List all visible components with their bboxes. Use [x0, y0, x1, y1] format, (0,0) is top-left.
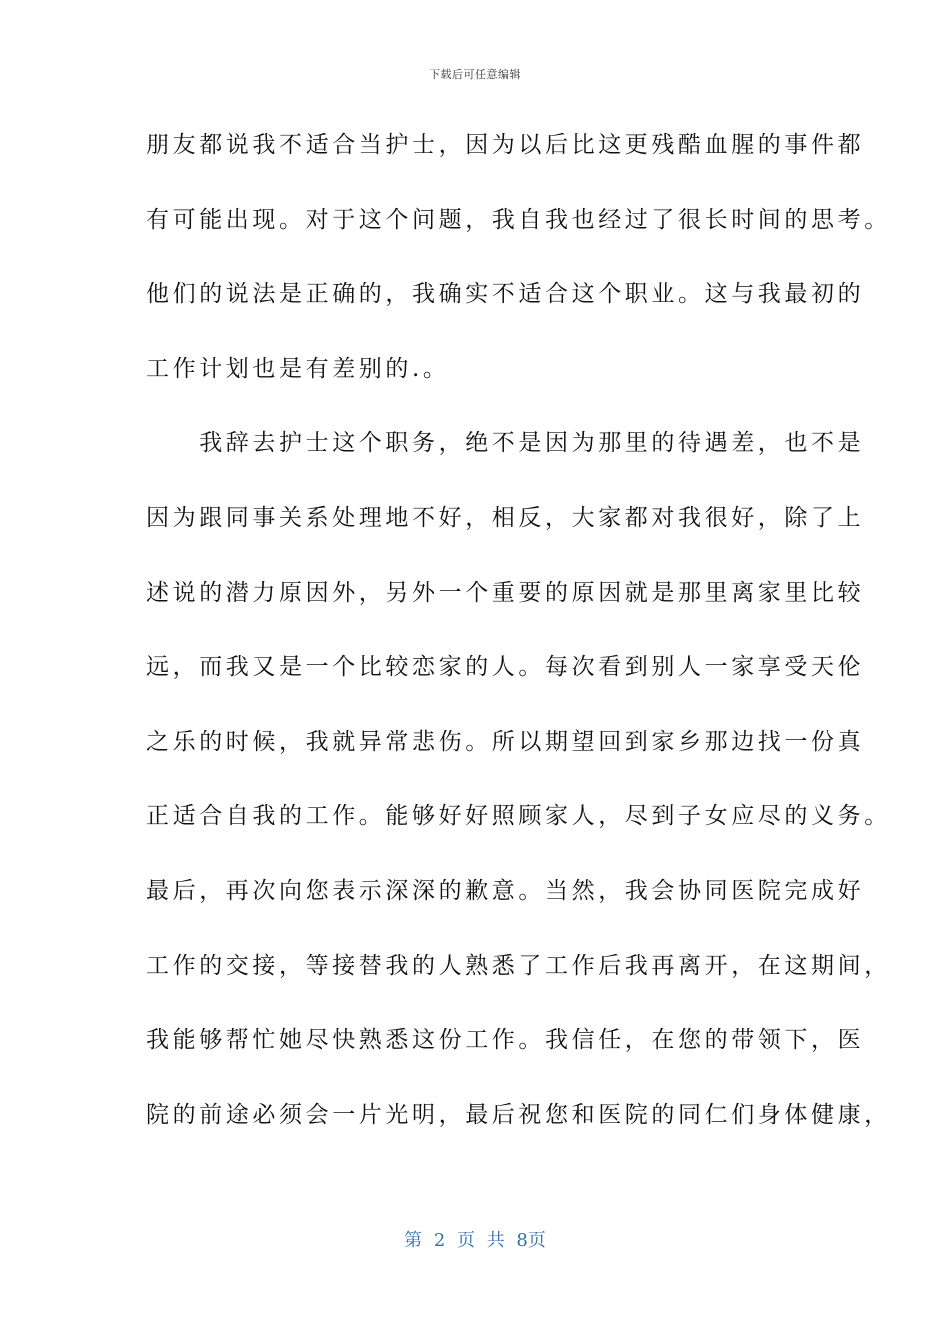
text-line: 工作计划也是有差别的.。: [146, 355, 450, 382]
text-line: 有可能出现。对于这个问题，我自我也经过了很长时间的思考。: [146, 206, 891, 233]
text-line: 正适合自我的工作。能够好好照顾家人，尽到子女应尽的义务。: [146, 803, 891, 830]
text-line: 最后，再次向您表示深深的歉意。当然，我会协同医院完成好: [146, 877, 865, 904]
page-header: 下载后可任意编辑: [429, 68, 521, 81]
text-line: 院的前途必须会一片光明，最后祝您和医院的同仁们身体健康，: [146, 1101, 891, 1128]
text-line: 述说的潜力原因外，另外一个重要的原因就是那里离家里比较: [146, 579, 865, 606]
page-number-footer: 第 2 页 共 8页: [404, 1230, 546, 1251]
text-line: 之乐的时候，我就异常悲伤。所以期望回到家乡那边找一份真: [146, 728, 865, 755]
text-line: 我辞去护士这个职务，绝不是因为那里的待遇差，也不是: [146, 430, 865, 457]
text-line: 工作的交接，等接替我的人熟悉了工作后我再离开，在这期间，: [146, 952, 891, 979]
text-line: 因为跟同事关系处理地不好，相反，大家都对我很好，除了上: [146, 504, 865, 531]
document-body: [146, 122, 891, 1166]
text-line: 远，而我又是一个比较恋家的人。每次看到别人一家享受天伦: [146, 654, 865, 681]
text-line: 我能够帮忙她尽快熟悉这份工作。我信任，在您的带领下，医: [146, 1027, 865, 1054]
text-line: 他们的说法是正确的，我确实不适合这个职业。这与我最初的: [146, 281, 865, 308]
text-line: 朋友都说我不适合当护士，因为以后比这更残酷血腥的事件都: [146, 132, 865, 158]
